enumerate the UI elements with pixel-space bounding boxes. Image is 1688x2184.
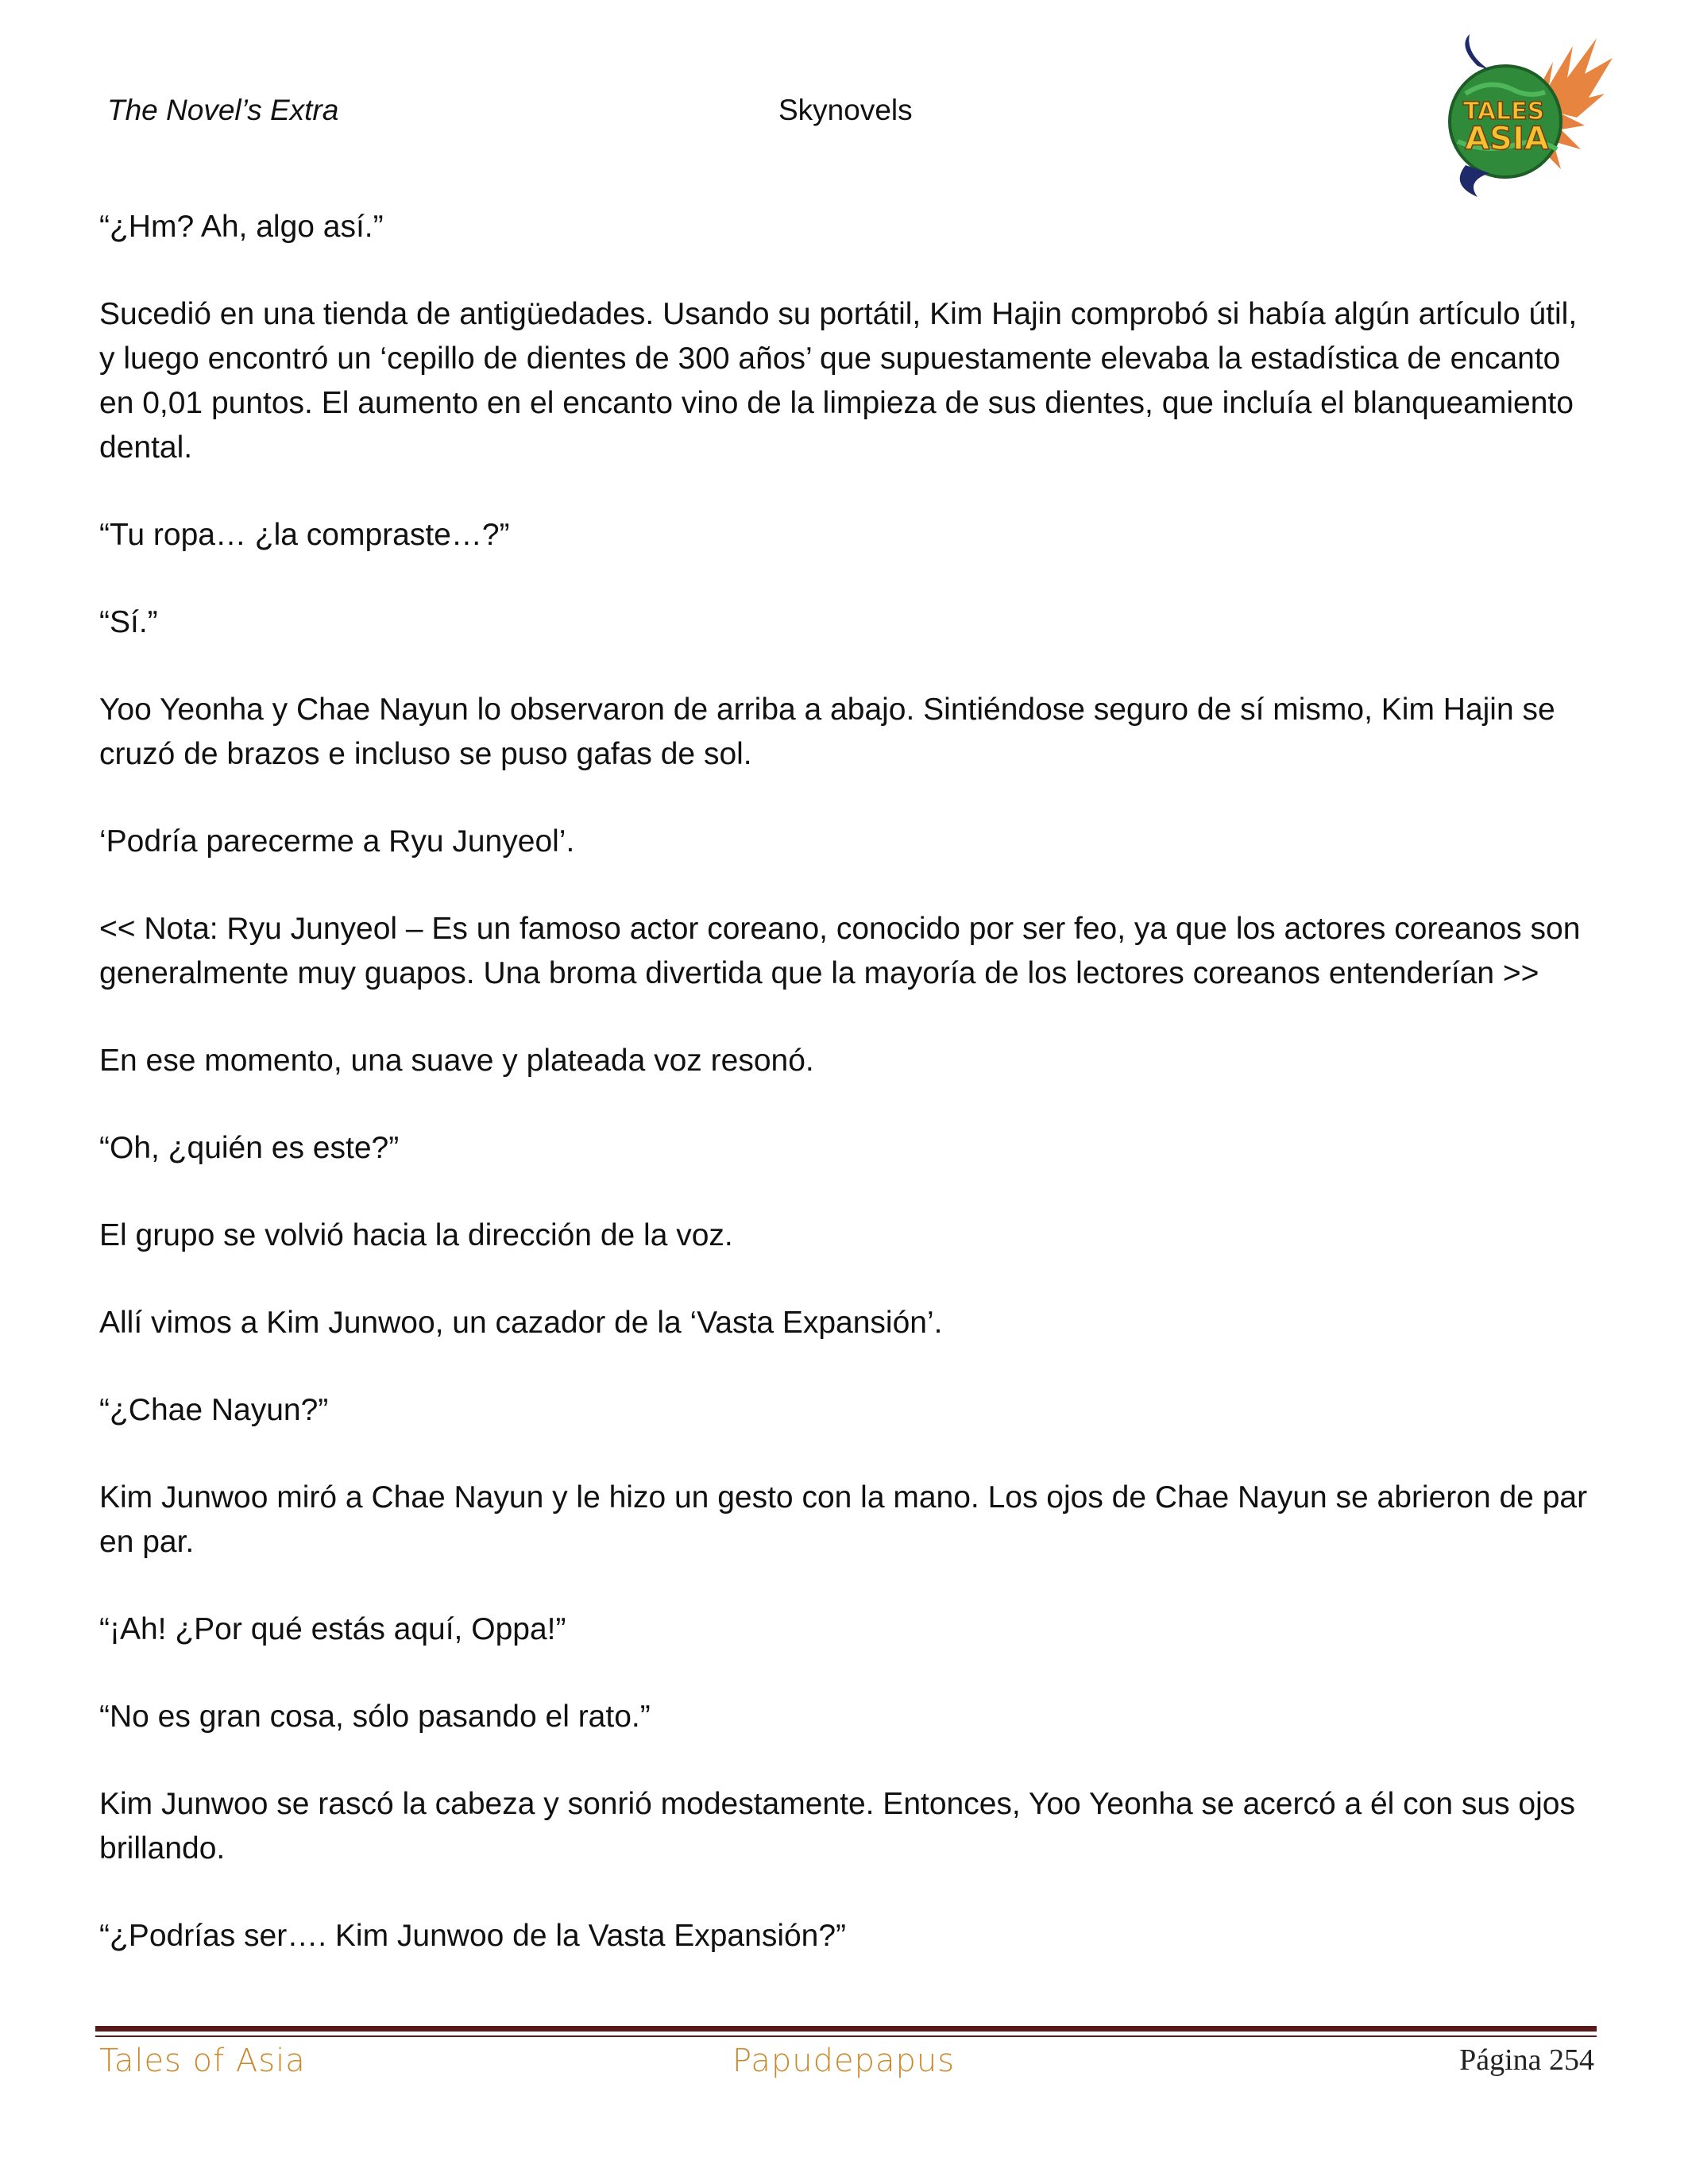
paragraph: “Sí.” bbox=[99, 605, 158, 639]
logo-text-tales: TALES bbox=[1462, 98, 1545, 125]
paragraph: En ese momento, una suave y plateada voz resonó. bbox=[99, 1044, 814, 1078]
paragraph: El grupo se volvió hacia la dirección de la voz. bbox=[99, 1218, 733, 1252]
paragraph: “No es gran cosa, sólo pasando el rato.” bbox=[99, 1700, 651, 1734]
paragraph: “¿Chae Nayun?” bbox=[99, 1393, 329, 1427]
paragraph: “Tu ropa… ¿la compraste…?” bbox=[99, 518, 510, 552]
paragraph: Allí vimos a Kim Junwoo, un cazador de la ‘Vasta Expansión’. bbox=[99, 1306, 943, 1340]
footer-divider bbox=[95, 2026, 1597, 2032]
paragraph: “¿Hm? Ah, algo así.” bbox=[99, 210, 384, 244]
paragraph: Kim Junwoo se rascó la cabeza y sonrió modestamente. Entonces, Yoo Yeonha se acercó a él con sus ojos brillando. bbox=[99, 1787, 1575, 1866]
paragraph: Kim Junwoo miró a Chae Nayun y le hizo un gesto con la mano. Los ojos de Chae Nayun se abrieron de par en par. bbox=[99, 1480, 1588, 1559]
header-site-name: Skynovels bbox=[778, 94, 913, 126]
header-novel-title: The Novel’s Extra bbox=[107, 94, 339, 126]
footer-divider-thin bbox=[95, 2035, 1597, 2037]
paragraph: “¡Ah! ¿Por qué estás aquí, Oppa!” bbox=[99, 1612, 566, 1646]
footer-translator: Papudepapus bbox=[732, 2043, 956, 2079]
paragraph: “¿Podrías ser…. Kim Junwoo de la Vasta Expansión?” bbox=[99, 1919, 847, 1953]
page-number: Página 254 bbox=[1459, 2043, 1594, 2077]
paragraph: Yoo Yeonha y Chae Nayun lo observaron de arriba a abajo. Sintiéndose seguro de sí mismo, Kim Hajin se cruzó de brazos e incluso se puso gafas de sol. bbox=[99, 693, 1555, 771]
logo-text-asia: ASIA bbox=[1465, 121, 1549, 157]
translator-note: << Nota: Ryu Junyeol – Es un famoso actor coreano, conocido por ser feo, ya que los actores coreanos son generalmente muy guapos. Una broma divertida que la mayoría de los lectores coreanos entenderían >> bbox=[99, 912, 1581, 990]
footer-site: Tales of Asia bbox=[99, 2043, 306, 2079]
paragraph: ‘Podría parecerme a Ryu Junyeol’. bbox=[99, 824, 575, 859]
tales-of-asia-logo bbox=[1434, 30, 1617, 201]
page-body bbox=[99, 205, 1593, 2001]
paragraph: “Oh, ¿quién es este?” bbox=[99, 1131, 400, 1165]
paragraph: Sucedió en una tienda de antigüedades. Usando su portátil, Kim Hajin comprobó si había algún artículo útil, y luego encontró un ‘cepillo de dientes de 300 años’ que supuestamente elevaba la estadística de encanto en 0,01 puntos. El aumento en el encanto vino de la limpieza de sus dientes, que incluía el blanqueamiento dental. bbox=[99, 297, 1578, 465]
